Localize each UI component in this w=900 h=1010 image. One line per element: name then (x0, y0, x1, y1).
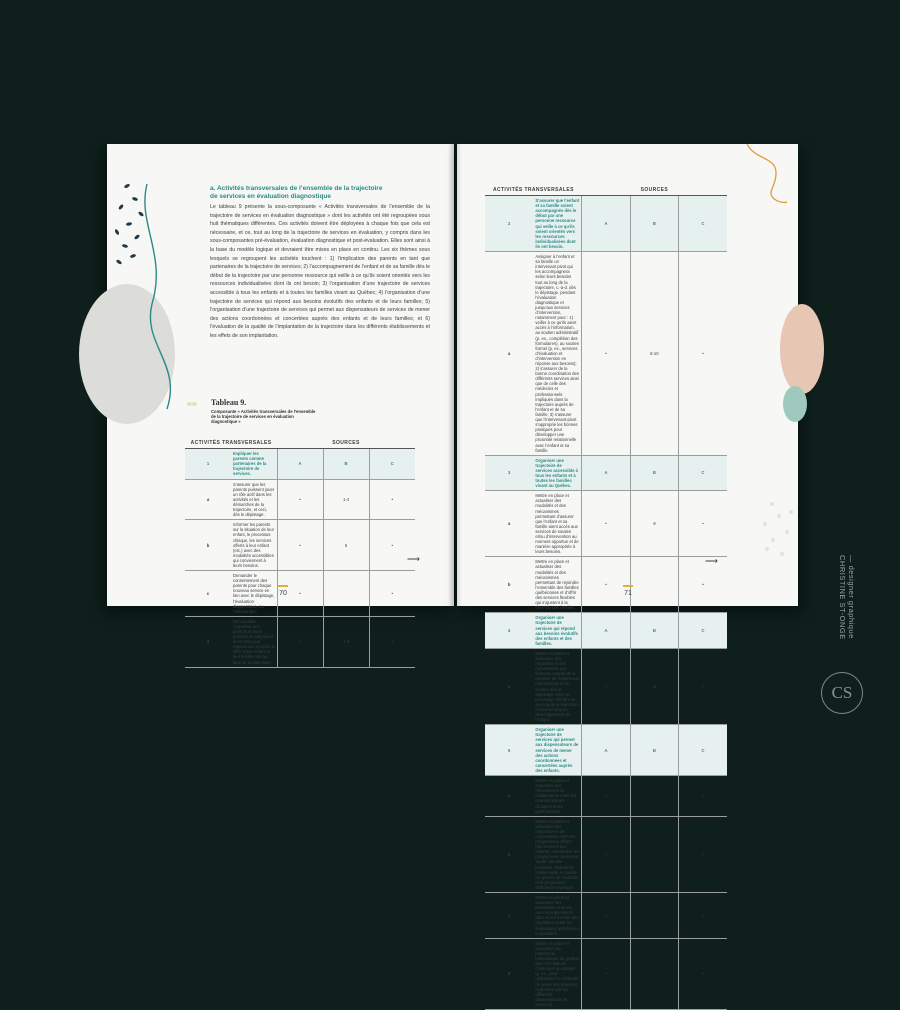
table-group-row (185, 449, 415, 479)
source-b (630, 893, 678, 939)
source-a: A (582, 455, 630, 491)
table-heading (211, 398, 321, 425)
next-arrow-icon: ⟶ (705, 556, 718, 566)
table-row (485, 491, 727, 557)
source-a: • (277, 520, 323, 571)
row-text: Demander le consentement des parents pour chaque nouveau service en lien avec le dépistage, l’évaluation diagnostique, ou l’intervention. (231, 571, 277, 617)
source-b: B (630, 196, 678, 252)
row-number: c (485, 893, 533, 939)
source-c: • (679, 816, 727, 892)
row-text: Mettre en place et actualiser une plateforme informatique de gestion des informations contenues au dossier (p. ex., pour uniformiser la méthode de saisie des données collectées par les différents dispensateurs de services). (533, 938, 581, 1009)
row-number: b (185, 520, 231, 571)
table-row (485, 252, 727, 456)
row-text: Mettre en place et actualiser des modalités et des mécanismes permettant de rejoindre l’ensemble des familles québécoises et d’offrir des services flexibles qui s’ajustent à la diversité des familles. (533, 557, 581, 613)
source-a: • (582, 938, 630, 1009)
source-a: • (582, 776, 630, 817)
row-text: Organiser une trajectoire de services qui permet aux dispensateurs de services de mener des actions coordonnées et concertées auprès des enfants. (533, 725, 581, 776)
table-title: Tableau 9. (211, 398, 247, 407)
row-number: 4 (485, 613, 533, 649)
source-b: B (630, 613, 678, 649)
source-a: • (582, 893, 630, 939)
column-header-sources: SOURCES (582, 186, 727, 196)
source-b: B (630, 725, 678, 776)
source-a: A (582, 725, 630, 776)
table-row (185, 479, 415, 520)
designer-credit: — designer graphique CHRISTINE ST-ONGE (838, 555, 856, 640)
row-number: a (485, 776, 533, 817)
source-b (630, 776, 678, 817)
source-c: • (369, 616, 415, 667)
source-c: • (369, 479, 415, 520)
decorative-shapes (727, 144, 798, 606)
table-row (485, 938, 727, 1009)
source-c: C (369, 449, 415, 479)
source-b (630, 557, 678, 613)
source-c: • (679, 252, 727, 456)
row-text: Mettre en place et actualiser des procédures d’accès aux renseignements dans le but d’éviter des répétitions entre les évaluations antérieures et actuelles. (533, 893, 581, 939)
table-subtitle: Composante « Activités transversales de l’ensemble de la trajectoire de services en évaluation diagnostique » (211, 409, 316, 425)
row-text: Mettre en place et actualiser des mécanismes de concertation entre les programmes offrant des services aux enfants, notamment les programmes Jeunesse, Santé mentale jeunesse, Déficience intellectuelle et trouble du spectre de l’autisme et le programme Déficience physique. (533, 816, 581, 892)
row-text: Organiser une trajectoire de services qui répond aux besoins évolutifs des enfants et des familles. (533, 613, 581, 649)
row-number: 2 (485, 196, 533, 252)
row-text: S’assurer que les parents puissent jouer un rôle actif dans les activités et les démarches de la trajectoire, et ceci, dès le dépistage. (231, 479, 277, 520)
left-page (107, 144, 454, 665)
cs-logo: CS (821, 672, 863, 714)
wave-icon: ≈≈ (187, 399, 197, 409)
source-c: C (679, 725, 727, 776)
row-text: Assigner à l’enfant et sa famille un intervenant pivot qui les accompagnera selon leurs besoins tout au long de la trajectoire, c.-à-d. dès le dépistage, pendant l’évaluation diagnostique et jusqu’aux services d’intervention, notamment pour : 1) veiller à ce qu’ils aient accès à l’information, au soutien administratif (p. ex., complétion des formulaires), au soutien formel (p. ex., services d’évaluation et d’intervention en réponse aux besoins); 2) s’assurer de la bonne coordination des différents services ainsi que de celle des médecins et professionnels impliqués dans la trajectoire auprès de l’enfant et de sa famille; 3) s’assurer que l’intervenant-pivot s’approprie les bonnes pratiques pour développer une proximité relationnelle avec l’enfant et sa famille. (533, 252, 581, 456)
table-row (485, 776, 727, 817)
source-b: 1-3 (323, 616, 369, 667)
row-number: a (185, 479, 231, 520)
source-a: A (582, 613, 630, 649)
column-header-activities: ACTIVITÉS TRANSVERSALES (485, 186, 582, 196)
source-c: • (679, 938, 727, 1009)
source-b: 6-10 (630, 252, 678, 456)
row-number: d (185, 616, 231, 667)
page-number-marker (278, 585, 288, 587)
page-number: 71 (624, 590, 632, 597)
source-c: C (679, 455, 727, 491)
table-row (185, 616, 415, 667)
source-c: • (679, 648, 727, 724)
source-a: • (582, 816, 630, 892)
row-number: b (485, 557, 533, 613)
source-b (323, 571, 369, 617)
source-a: • (277, 616, 323, 667)
source-a: • (582, 252, 630, 456)
activities-table-continued (485, 186, 727, 1010)
table-group-row (485, 196, 727, 252)
page-number-marker (623, 585, 633, 587)
source-b: 9 (630, 491, 678, 557)
activities-table (185, 439, 415, 668)
column-header-sources: SOURCES (277, 439, 415, 449)
source-b: 5 (323, 520, 369, 571)
source-a: • (277, 479, 323, 520)
source-a: • (277, 571, 323, 617)
row-number: a (485, 252, 533, 456)
row-number: a (485, 648, 533, 724)
row-number: 1 (185, 449, 231, 479)
source-a: A (277, 449, 323, 479)
page-number: 70 (279, 590, 287, 597)
right-page (457, 144, 798, 1007)
source-c: • (369, 571, 415, 617)
source-c: • (679, 557, 727, 613)
row-text: Informer les parents sur la situation de leur enfant, le processus clinique, les services offerts à leur enfant (etc.) avec des modalités accessibles qui conviennent à leurs besoins. (231, 520, 277, 571)
table-row (485, 557, 727, 613)
row-text: Mettre en place et actualiser des modalités et des mécanismes qui tiennent compte de la réponse de l’enfant aux interventions et au soutien dès le dépistage selon un processus itératif tout au long de la trajectoire et tout au long du développement de l’enfant. (533, 648, 581, 724)
source-c: • (679, 776, 727, 817)
row-number: a (485, 491, 533, 557)
table-group-row (485, 455, 727, 491)
source-c: C (679, 613, 727, 649)
row-number: 5 (485, 725, 533, 776)
table-group-row (485, 725, 727, 776)
row-text: Organiser une trajectoire de services accessible à tous les enfants et à toutes les familles vivant au Québec. (533, 455, 581, 491)
table-row (485, 893, 727, 939)
section-title: a. Activités transversales de l’ensemble de la trajectoire de services en évaluation diagnostique (210, 185, 383, 200)
row-text: S’assurer que l’enfant et sa famille soient accompagnés dès le début par une personne ressource qui veille à ce qu’ils soient orientés vers les ressources individualisées dont ils ont besoin. (533, 196, 581, 252)
source-a: A (582, 196, 630, 252)
source-c: C (679, 196, 727, 252)
source-c: • (679, 491, 727, 557)
source-b: B (630, 455, 678, 491)
table-row (185, 520, 415, 571)
source-a: • (582, 491, 630, 557)
source-c: • (369, 520, 415, 571)
next-arrow-icon: ⟶ (407, 554, 420, 564)
row-number: d (485, 938, 533, 1009)
source-b: B (323, 449, 369, 479)
botanical-illustration (107, 144, 217, 444)
source-a: • (582, 557, 630, 613)
body-paragraph: Le tableau 9 présente la sous-composante « Activités transversales de l’ensemble de la trajectoire de services en évaluation diagnostique » dont les activités ont été regroupées sous huit thématiques différentes. Ces activités doivent être déployées à chaque fois que cela est nécessaire, et ce, tout au long de la trajectoire de services en évaluation, y compris dans les sous-composantes pré-évaluation, évaluation diagnostique et post-évaluation. Elles sont ainsi à la base du modèle logique et devraient être mises en place en continu. Les six thèmes sous lesquels se regroupent les activités touchent : 1) l’implication des parents en tant que partenaires de la trajectoire de services; 2) l’accompagnement de l’enfant et de sa famille dès le début de la trajectoire par une personne ressource qui veille à ce qu’ils soient orientés vers les ressources individualisées dont ils ont besoin; 3) l’organisation d’une trajectoire de services accessible à tous les enfants et à toutes les familles vivant au Québec; 4) l’organisation d’une trajectoire de services qui répond aux besoins évolutifs des enfants et de leurs familles; 5) l’organisation d’une trajectoire de services qui permet aux dispensateurs de services de mener des actions coordonnées et concertées auprès des enfants et de leurs familles; et 6) l’évaluation de la qualité de l’implantation de la trajectoire dans les différents établissements et les effets de son implantation. (210, 204, 431, 339)
row-text: Mettre en place et actualiser des mécanismes de collaboration entre les coordonnateurs cliniques et les gestionnaires. (533, 776, 581, 817)
table-row (485, 648, 727, 724)
source-b: 9 (630, 648, 678, 724)
table-group-row (485, 613, 727, 649)
table-row (185, 571, 415, 617)
source-b (630, 816, 678, 892)
source-a: • (582, 648, 630, 724)
source-c: • (679, 893, 727, 939)
row-number: c (185, 571, 231, 617)
row-number: 3 (485, 455, 533, 491)
column-header-activities: ACTIVITÉS TRANSVERSALES (185, 439, 277, 449)
row-number: b (485, 816, 533, 892)
source-b (630, 938, 678, 1009)
source-b: 1-4 (323, 479, 369, 520)
row-text: Mettre en place et actualiser des modalités et des mécanismes permettant d’assurer que l’enfant et sa famille aient accès aux services de soutien et/ou d’intervention au moment opportun et de manière appropriée à leurs besoins. (533, 491, 581, 557)
row-text: Reconnaître l’expertise des parents et leurs priorités en valorisant leurs choix par rapport aux services à offrir à leur enfant et leur famille tout au long de la trajectoire. (231, 616, 277, 667)
row-text: Impliquer les parents comme partenaires de la trajectoire de services. (231, 449, 277, 479)
table-row (485, 816, 727, 892)
